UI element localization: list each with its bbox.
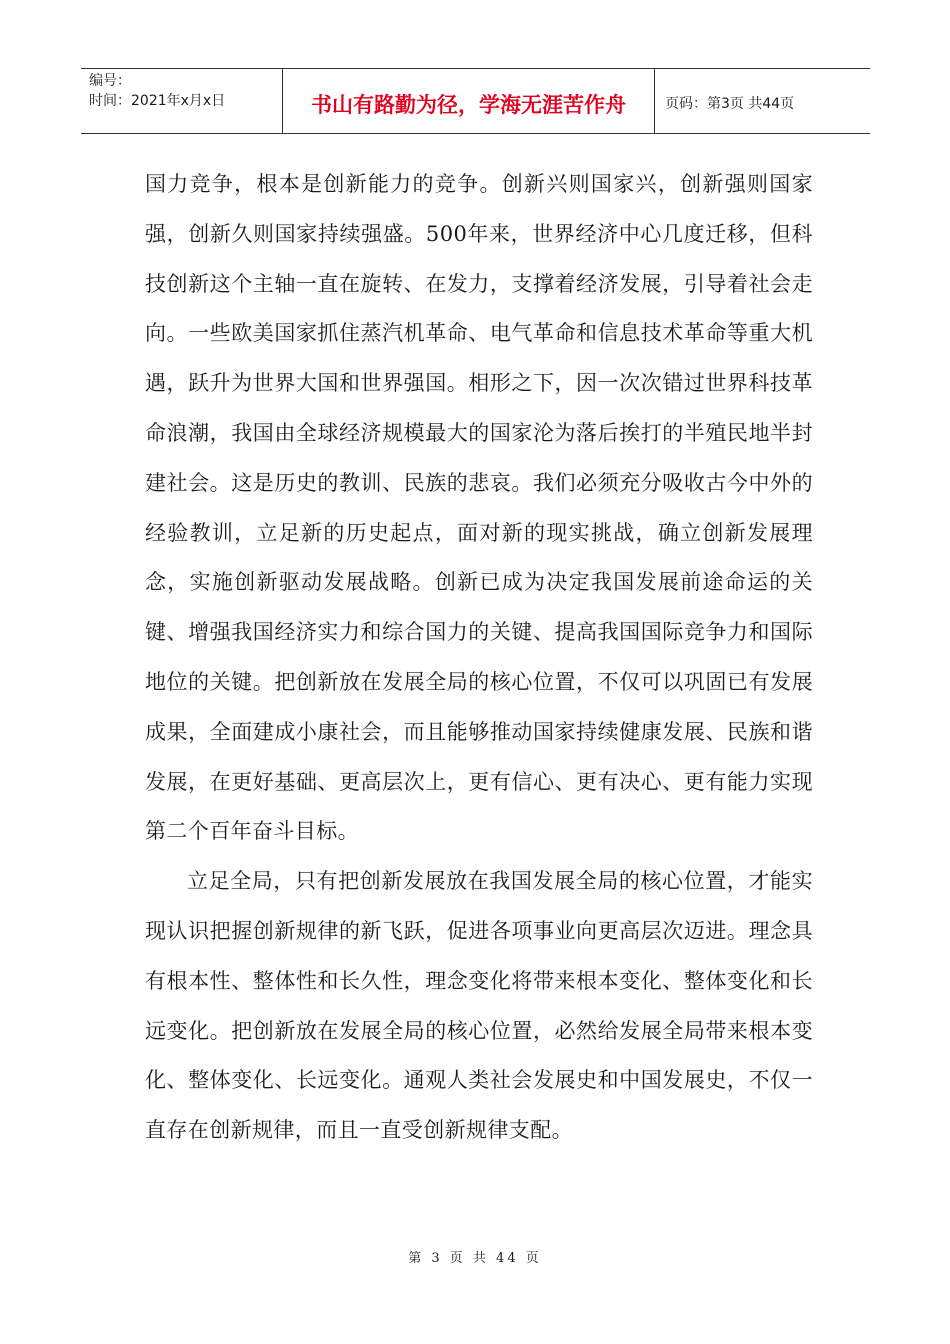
paragraph: 立足全局，只有把创新发展放在我国发展全局的核心位置，才能实现认识把握创新规律的新飞跃，促进各项事业向更高层次迈进。理念具有根本性、整体性和长久性，理念变化将带来根本变化、整体变化和长远变化。把创新放在发展全局的核心位置，必然给发展全局带来根本变化、整体变化、长远变化。通观人类社会发展史和中国发展史，不仅一直存在创新规律，而且一直受创新规律支配。 bbox=[145, 869, 813, 1143]
document-time: 时间：2021年x月x日 bbox=[89, 93, 226, 109]
header-meta bbox=[81, 69, 283, 133]
paragraph: 国力竞争，根本是创新能力的竞争。创新兴则国家兴，创新强则国家强，创新久则国家持续强盛。500年来，世界经济中心几度迁移，但科技创新这个主轴一直在旋转、在发力，支撑着经济发展，引导着社会走向。一些欧美国家抓住蒸汽机革命、电气革命和信息技术革命等重大机遇，跃升为世界大国和世界强国。相形之下，因一次次错过世界科技革命浪潮，我国由全球经济规模最大的国家沦为落后挨打的半殖民地半封建社会。这是历史的教训、民族的悲哀。我们必须充分吸收古今中外的经验教训，立足新的历史起点，面对新的现实挑战，确立创新发展理念，实施创新驱动发展战略。创新已成为决定我国发展前途命运的关键、增强我国经济实力和综合国力的关键、提高我国国际竞争力和国际地位的关键。把创新放在发展全局的核心位置，不仅可以巩固已有发展成果，全面建成小康社会，而且能够推动国家持续健康发展、民族和谐发展，在更好基础、更高层次上，更有信心、更有决心、更有能力实现第二个百年奋斗目标。 bbox=[145, 172, 813, 844]
page-header bbox=[81, 68, 870, 134]
header-page-info: 页码：第3页 共44页 bbox=[665, 96, 795, 112]
document-number-label: 编号： bbox=[89, 73, 131, 89]
document-body bbox=[145, 160, 813, 1156]
page-footer: 第 3 页 共 44 页 bbox=[408, 1251, 542, 1266]
header-motto: 书山有路勤为径，学海无涯苦作舟 bbox=[283, 69, 655, 133]
